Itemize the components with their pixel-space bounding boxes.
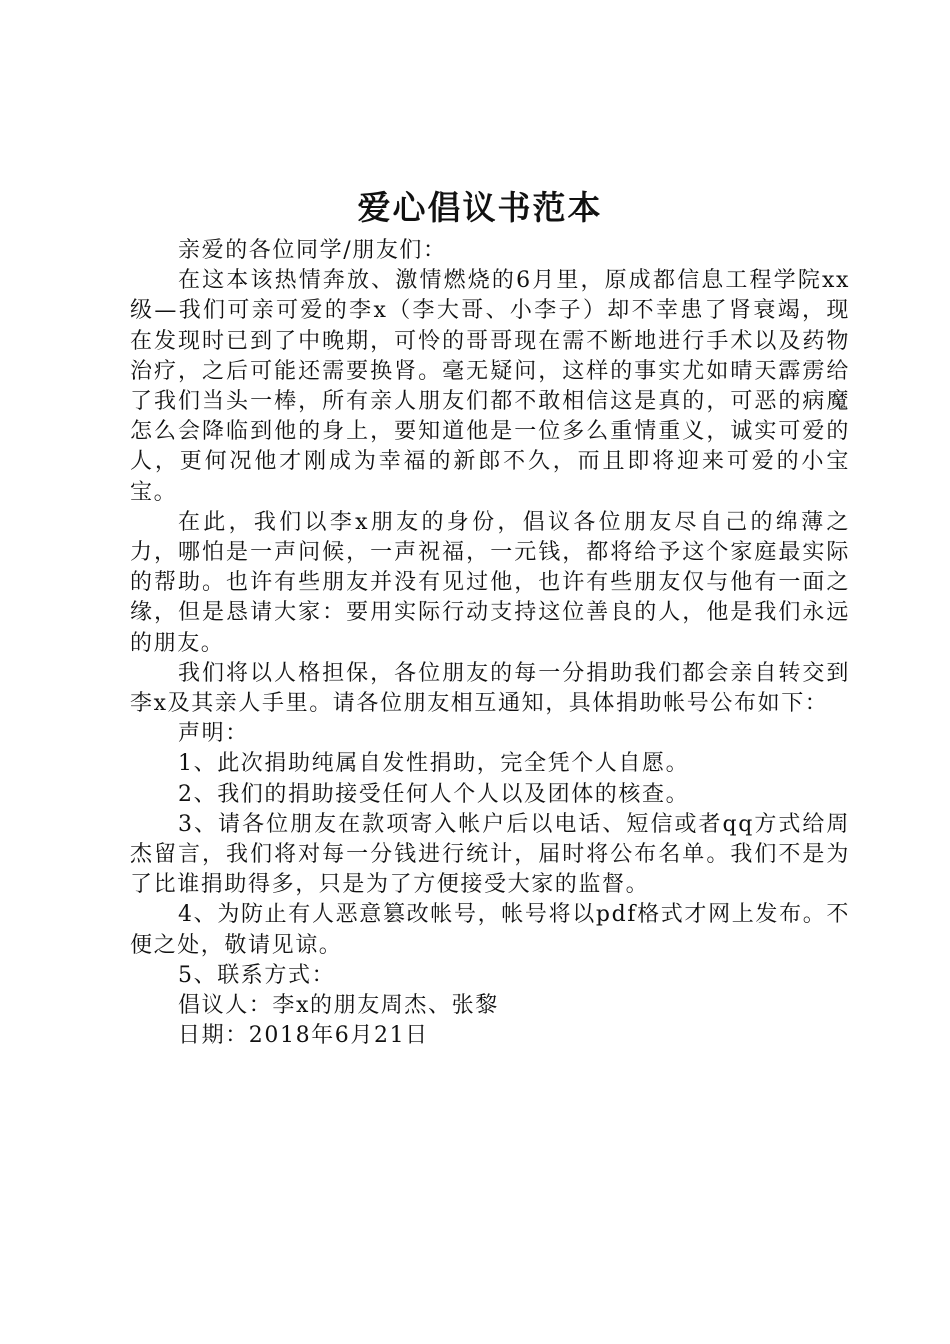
statement-item-3: 3、请各位朋友在款项寄入帐户后以电话、短信或者qq方式给周杰留言，我们将对每一分钱进行统计，届时将公布名单。我们不是为了比谁捐助得多，只是为了方便接受大家的监督。 <box>130 811 850 898</box>
salutation: 亲爱的各位同学/朋友们： <box>178 238 447 263</box>
date-line: 日期：2018年6月21日 <box>178 1023 429 1049</box>
document-body <box>130 236 850 1051</box>
statement-item-4: 4、为防止有人恶意篡改帐号，帐号将以pdf格式才网上发布。不便之处，敬请见谅。 <box>130 902 850 958</box>
statement-item-5: 5、联系方式： <box>178 962 336 988</box>
document-title: 爱心倡议书范本 <box>357 188 603 227</box>
paragraph-3: 我们将以人格担保，各位朋友的每一分捐助我们都会亲自转交到李x及其亲人手里。请各位朋友相互通知，具体捐助帐号公布如下： <box>130 660 850 717</box>
statement-item-1: 1、此次捐助纯属自发性捐助，完全凭个人自愿。 <box>178 751 690 777</box>
statement-item-2: 2、我们的捐助接受任何人个人以及团体的核查。 <box>178 781 690 807</box>
paragraph-1: 在这本该热情奔放、激情燃烧的6月里，原成都信息工程学院xx级—我们可亲可爱的李x（李大哥、小李子）却不幸患了肾衰竭，现在发现时已到了中晚期，可怜的哥哥现在需不断地进行手术以及药物治疗，之后可能还需要换肾。毫无疑问，这样的事实尤如晴天霹雳给了我们当头一棒，所有亲人朋友们都不敢相信这是真的，可恶的病魔怎么会降临到他的身上，要知道他是一位多么重情重义，诚实可爱的人，更何况他才刚成为幸福的新郎不久，而且即将迎来可爱的小宝宝。 <box>130 268 850 505</box>
paragraph-2: 在此，我们以李x朋友的身份，倡议各位朋友尽自己的绵薄之力，哪怕是一声问候，一声祝福，一元钱，都将给予这个家庭最实际的帮助。也许有些朋友并没有见过他，也许有些朋友仅与他有一面之缘，但是恳请大家：要用实际行动支持这位善良的人，他是我们永远的朋友。 <box>130 509 850 656</box>
statement-heading: 声明： <box>178 721 249 747</box>
initiator-line: 倡议人：李x的朋友周杰、张黎 <box>178 993 499 1019</box>
